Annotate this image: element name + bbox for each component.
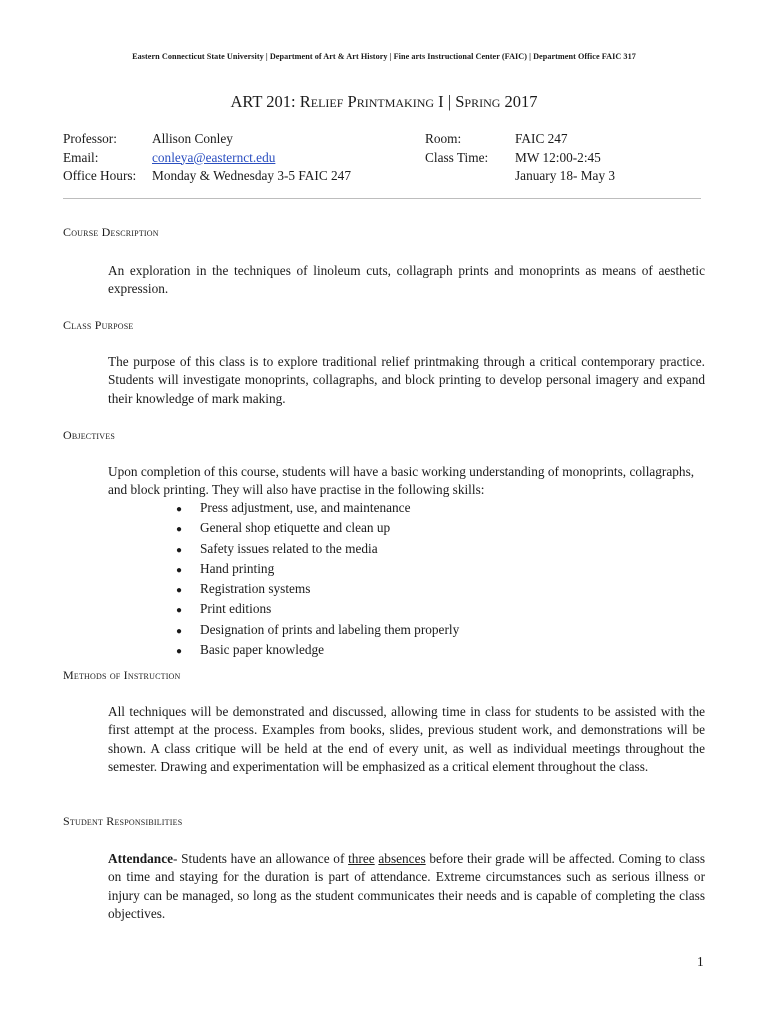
bullet-icon: ●	[176, 646, 183, 658]
list-item: ● Safety issues related to the media	[176, 540, 459, 560]
list-item: ● Designation of prints and labeling them properly	[176, 621, 459, 641]
professor-value: Allison Conley	[152, 131, 233, 146]
class-time-label: Class Time:	[425, 149, 489, 165]
bullet-icon: ●	[176, 524, 183, 536]
bullet-icon: ●	[176, 605, 183, 617]
objectives-text: Upon completion of this course, students will have a basic working understanding of monoprints, collagraphs, and block printing. They will also have practise in the following skills:	[108, 464, 695, 498]
course-title: ART 201: Relief Printmaking I | Spring 2017	[230, 92, 538, 111]
office-hours-row	[63, 167, 351, 186]
list-item: ● Basic paper knowledge	[176, 641, 459, 661]
professor-label: Professor:	[63, 131, 117, 146]
email-link[interactable]: conleya@easternct.edu	[152, 149, 276, 165]
room-value: FAIC 247	[515, 131, 568, 146]
professor-row	[63, 130, 351, 149]
class-time-row	[425, 149, 615, 168]
list-item: ● General shop etiquette and clean up	[176, 519, 459, 539]
office-hours-label: Office Hours:	[63, 168, 137, 183]
underlined-absences: absences	[378, 851, 426, 866]
underlined-three: three	[348, 851, 375, 866]
list-item: ● Press adjustment, use, and maintenance	[176, 499, 459, 519]
methods-heading: Methods of Instruction	[63, 668, 181, 682]
bullet-icon: ●	[176, 625, 183, 637]
bullet-icon: ●	[176, 585, 183, 597]
list-item: ● Registration systems	[176, 580, 459, 600]
course-description-text: An exploration in the techniques of linoleum cuts, collagraph prints and monoprints as means of aesthetic expression.	[108, 263, 705, 297]
bullet-icon: ●	[176, 504, 183, 515]
attendance-label: Attendance	[108, 851, 173, 866]
course-description-heading: Course Description	[63, 225, 159, 239]
list-item: ● Print editions	[176, 600, 459, 620]
methods-text: All techniques will be demonstrated and discussed, allowing time in class for students to be assisted with the first attempt at the process. Examples from books, slides, previous student work, and demonstrations will be shown. A class critique will be held at the end of every unit, as well as individual meetings throughout the semester. Drawing and experimentation will be emphasized as a critical element throughout the class.	[108, 704, 705, 774]
semester-dates: January 18- May 3	[515, 168, 616, 183]
room-row	[425, 130, 615, 149]
list-item: ● Hand printing	[176, 560, 459, 580]
email-label: Email:	[63, 149, 99, 165]
room-label: Room:	[425, 131, 462, 146]
university-header: Eastern Connecticut State University | Department of Art & Art History | Fine arts Instructional Center (FAIC) | Department Office FAIC 317	[132, 52, 636, 61]
office-hours-value: Monday & Wednesday 3-5 FAIC 247	[152, 168, 351, 183]
course-info-right	[425, 130, 615, 186]
class-purpose-text: The purpose of this class is to explore traditional relief printmaking through a critical contemporary practice. Students will investigate monoprints, collagraphs, and block printing to develop personal imagery and expand their knowledge of mark making.	[108, 354, 705, 406]
dates-row	[425, 167, 615, 186]
bullet-icon: ●	[176, 564, 183, 576]
attendance-paragraph: Attendance- Students have an allowance of three absences before their grade will be affected. Coming to class on time and staying for the duration is part of attendance. Extreme circumstances such as serious illness or injury can be managed, so long as the student communicates their needs and is capable of completing the class objectives.	[108, 851, 706, 921]
course-info-left	[63, 130, 351, 186]
page-number: 1	[697, 954, 704, 969]
objectives-list	[176, 499, 459, 661]
responsibilities-heading: Student Responsibilities	[63, 814, 183, 828]
bullet-icon: ●	[176, 544, 183, 556]
email-row	[63, 149, 351, 168]
class-purpose-heading: Class Purpose	[63, 318, 134, 332]
divider	[63, 198, 701, 199]
class-time-value: MW 12:00-2:45	[515, 149, 601, 165]
objectives-heading: Objectives	[63, 428, 116, 442]
